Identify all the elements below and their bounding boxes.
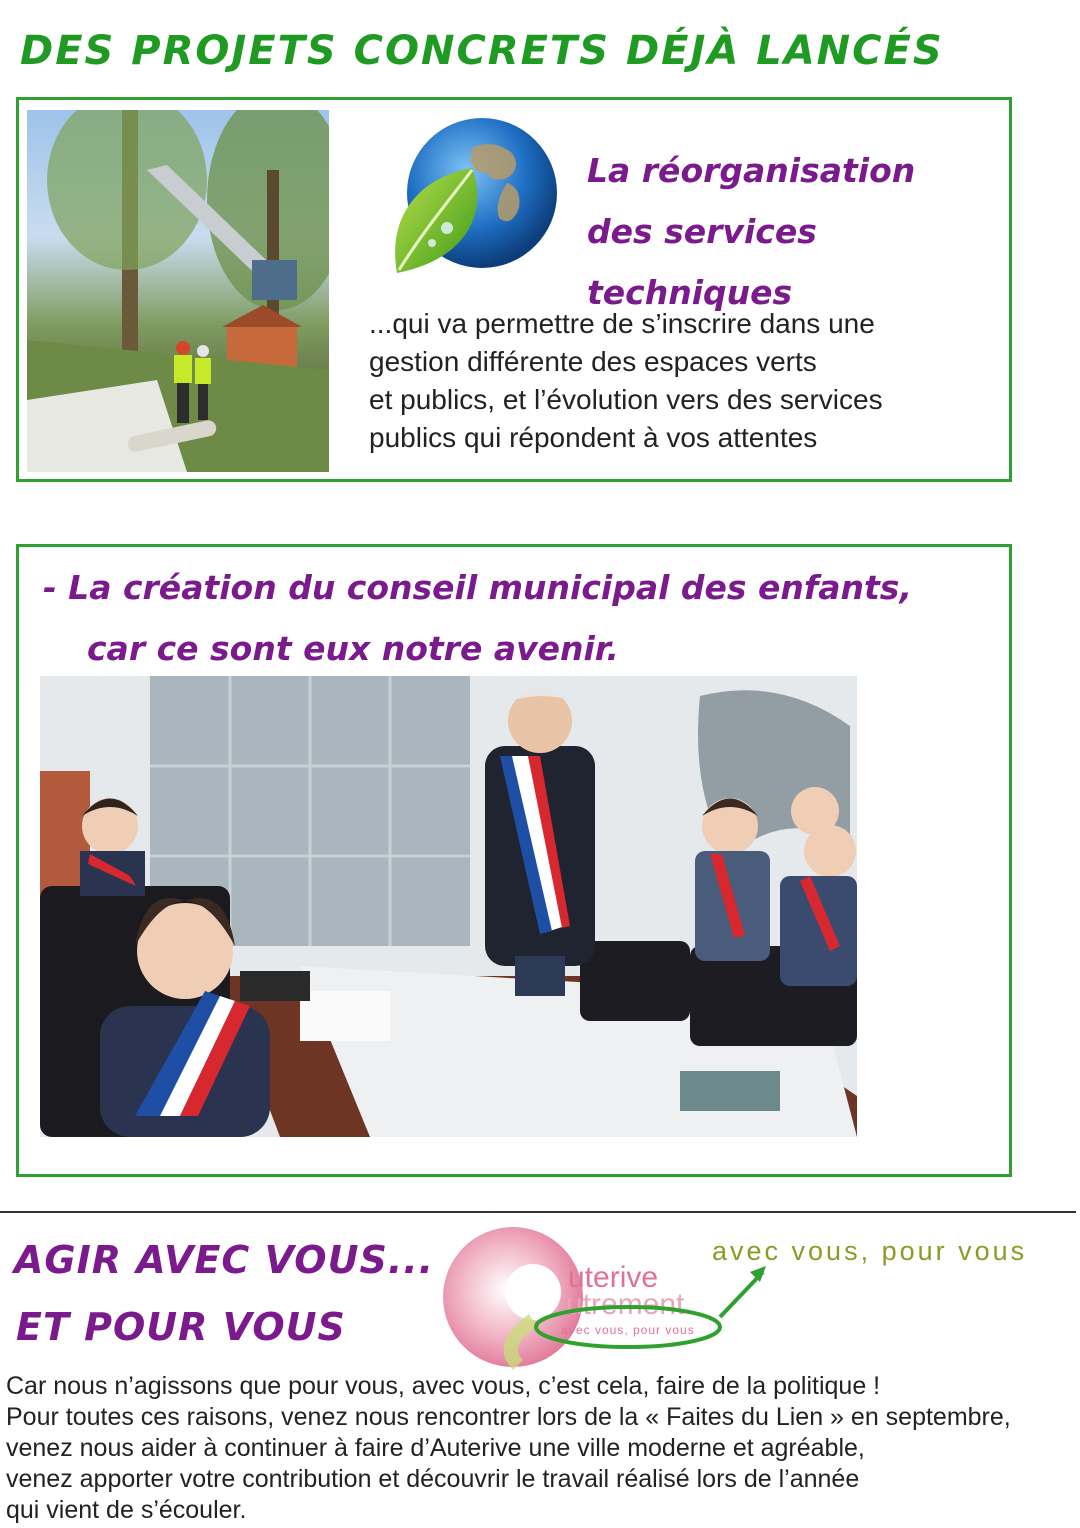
services-text-line: et publics, et l’évolution vers des services bbox=[369, 384, 883, 415]
closing-line: venez nous aider à continuer à faire d’Auterive une ville moderne et agréable, bbox=[6, 1434, 865, 1462]
services-heading bbox=[587, 140, 1007, 323]
logo-word-uterive: uterive bbox=[568, 1261, 659, 1294]
globe-leaf-icon bbox=[377, 108, 562, 293]
closing-line: venez apporter votre contribution et découvrir le travail réalisé lors de l’année bbox=[6, 1465, 860, 1493]
children-heading bbox=[43, 557, 1003, 679]
services-text-line: gestion différente des espaces verts bbox=[369, 346, 817, 377]
logo-word-utrement: utrement bbox=[566, 1288, 685, 1321]
tree-work-photo bbox=[27, 110, 329, 472]
closing-paragraph bbox=[6, 1371, 1076, 1526]
logo-tagline: avec vous, pour vous bbox=[561, 1323, 695, 1337]
services-heading-line1: La réorganisation bbox=[587, 151, 916, 190]
closing-line: Car nous n’agissons que pour vous, avec vous, c’est cela, faire de la politique ! bbox=[6, 1372, 881, 1400]
agir-heading-line2: ET POUR VOUS bbox=[16, 1305, 346, 1349]
page-title: DES PROJETS CONCRETS DÉJÀ LANCÉS bbox=[20, 28, 944, 74]
children-council-box bbox=[16, 544, 1012, 1177]
services-description bbox=[369, 305, 989, 457]
slogan: avec vous, pour vous bbox=[712, 1236, 1028, 1266]
closing-line: qui vient de s’écouler. bbox=[6, 1496, 247, 1524]
children-council-photo bbox=[40, 676, 857, 1137]
agir-heading-line1: AGIR AVEC VOUS... bbox=[14, 1238, 435, 1282]
services-text-line: publics qui répondent à vos attentes bbox=[369, 422, 818, 453]
section-divider bbox=[0, 1211, 1076, 1213]
services-heading-line2: des services techniques bbox=[587, 212, 817, 312]
children-heading-line1: - La création du conseil municipal des enfants, bbox=[43, 568, 912, 607]
services-box bbox=[16, 97, 1012, 482]
children-heading-line2: car ce sont eux notre avenir. bbox=[87, 629, 619, 668]
services-text-line: ...qui va permettre de s’inscrire dans une bbox=[369, 308, 875, 339]
closing-line: Pour toutes ces raisons, venez nous rencontrer lors de la « Faites du Lien » en septembre, bbox=[6, 1403, 1011, 1431]
